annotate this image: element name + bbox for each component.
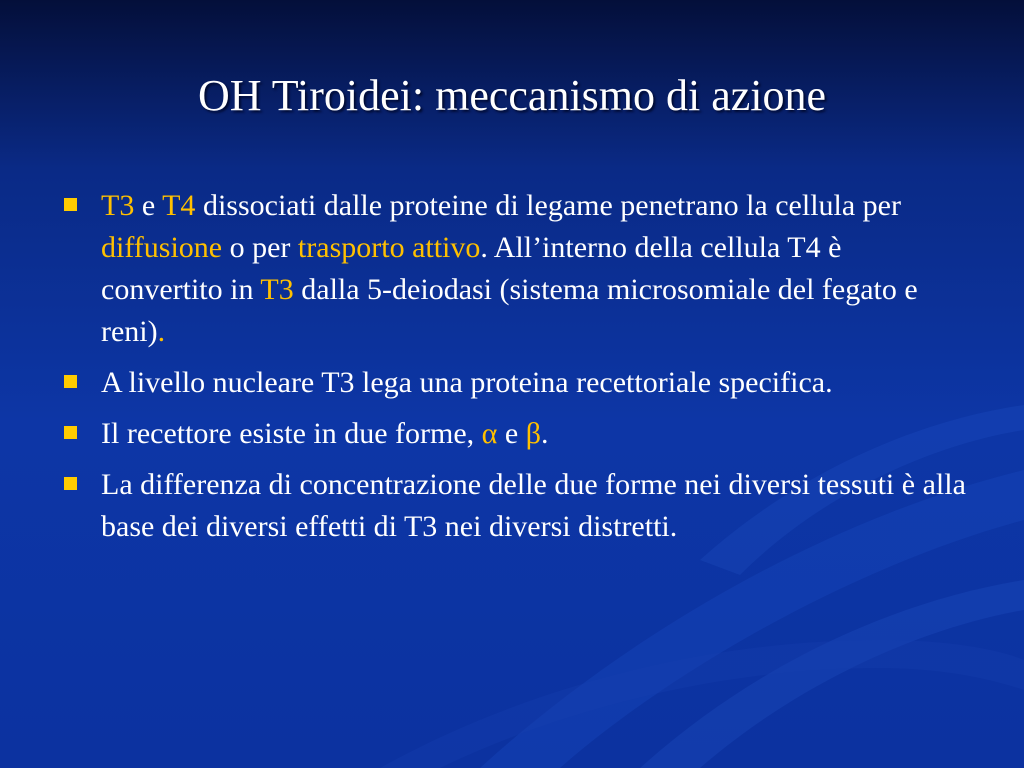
highlighted-text: β <box>525 417 541 450</box>
bullet-text: dissociati dalle proteine di legame penetrano la cellula per <box>195 189 901 222</box>
square-bullet-icon <box>64 426 77 439</box>
square-bullet-icon <box>64 198 77 211</box>
highlighted-text: trasporto attivo <box>297 231 481 264</box>
highlighted-text: diffusione <box>101 231 223 264</box>
bullet-text: Il recettore esiste in due forme, <box>101 417 482 450</box>
bullet-item <box>58 413 968 455</box>
bullet-text: o per <box>222 231 298 264</box>
highlighted-text: . <box>157 315 166 348</box>
slide-title: OH Tiroidei: meccanismo di azione <box>197 71 827 120</box>
square-bullet-icon <box>64 375 77 388</box>
bullet-text: A livello nucleare T3 lega una proteina recettoriale specifica. <box>101 366 833 399</box>
bullet-text: e <box>497 417 526 450</box>
bullet-item <box>58 185 968 353</box>
square-bullet-icon <box>64 477 77 490</box>
bullet-text: dalla 5-deiodasi (sistema microsomiale del fegato e reni) <box>101 273 918 348</box>
bullet-text: . All’interno della cellula T4 è convertito in <box>101 231 842 306</box>
highlighted-text: α <box>481 417 498 450</box>
bullet-item <box>58 464 968 548</box>
bullet-text: La differenza di concentrazione delle due forme nei diversi tessuti è alla base dei diversi effetti di T3 nei diversi distretti. <box>101 468 966 543</box>
highlighted-text: T3 <box>101 189 135 222</box>
bullet-text: e <box>134 189 163 222</box>
bullet-text: . <box>540 417 549 450</box>
bullet-list <box>58 185 968 557</box>
highlighted-text: T3 <box>260 273 294 306</box>
bullet-item <box>58 362 968 404</box>
highlighted-text: T4 <box>162 189 196 222</box>
